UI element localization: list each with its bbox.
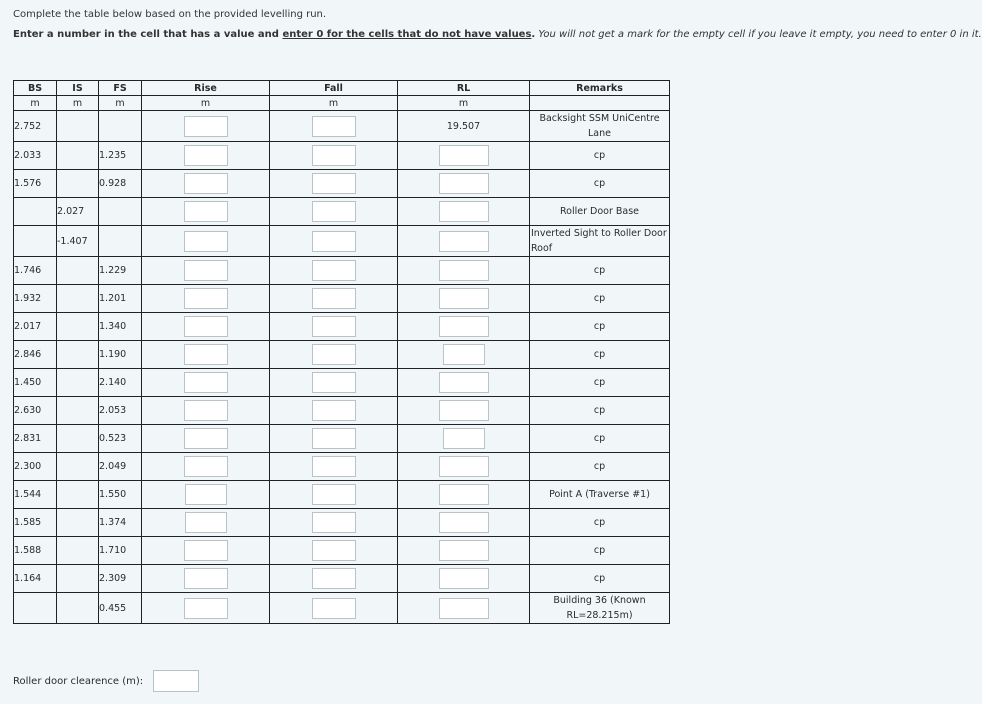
bs-cell: 2.630	[14, 397, 57, 425]
is-cell	[57, 142, 99, 170]
rl-cell	[398, 537, 530, 565]
fall-cell	[270, 565, 398, 593]
fall-input[interactable]	[312, 173, 356, 194]
rise-input[interactable]	[184, 116, 228, 137]
bs-cell	[14, 198, 57, 226]
rl-cell	[398, 509, 530, 537]
fs-cell: 1.374	[99, 509, 142, 537]
rl-cell	[398, 397, 530, 425]
is-cell	[57, 425, 99, 453]
rl-input[interactable]	[443, 428, 485, 449]
fall-cell	[270, 537, 398, 565]
table-row	[14, 226, 670, 257]
rise-cell	[142, 226, 270, 257]
is-cell	[57, 565, 99, 593]
rl-input[interactable]	[439, 400, 489, 421]
unit-fs: m	[99, 96, 142, 111]
fall-input[interactable]	[312, 145, 356, 166]
fall-input[interactable]	[312, 288, 356, 309]
header-row	[14, 81, 670, 96]
rise-cell	[142, 509, 270, 537]
rise-cell	[142, 142, 270, 170]
fs-cell: 1.229	[99, 257, 142, 285]
fs-cell: 1.201	[99, 285, 142, 313]
table-row	[14, 425, 670, 453]
fs-cell: 1.550	[99, 481, 142, 509]
rise-cell	[142, 170, 270, 198]
instructions-line1: Complete the table below based on the provided levelling run.	[13, 9, 327, 20]
rl-input[interactable]	[443, 344, 485, 365]
is-cell	[57, 397, 99, 425]
unit-bs: m	[14, 96, 57, 111]
remarks-cell: Roller Door Base	[530, 198, 670, 226]
rl-input[interactable]	[439, 540, 489, 561]
rl-input[interactable]	[439, 484, 489, 505]
fall-cell	[270, 397, 398, 425]
fall-input[interactable]	[312, 456, 356, 477]
fall-input[interactable]	[312, 231, 356, 252]
fs-cell: 2.309	[99, 565, 142, 593]
rl-input[interactable]	[439, 231, 489, 252]
rl-input[interactable]	[439, 145, 489, 166]
bs-cell: 1.932	[14, 285, 57, 313]
fall-input[interactable]	[312, 316, 356, 337]
rise-input[interactable]	[184, 344, 228, 365]
units-row	[14, 96, 670, 111]
fs-cell: 0.523	[99, 425, 142, 453]
header-rl: RL	[398, 81, 530, 96]
rl-cell	[398, 481, 530, 509]
rl-input[interactable]	[439, 568, 489, 589]
rl-input[interactable]	[439, 512, 489, 533]
fs-cell: 2.049	[99, 453, 142, 481]
bs-cell: 1.576	[14, 170, 57, 198]
remarks-cell: cp	[530, 285, 670, 313]
header-is: IS	[57, 81, 99, 96]
bs-cell: 1.585	[14, 509, 57, 537]
bs-cell: 1.588	[14, 537, 57, 565]
fall-cell	[270, 509, 398, 537]
rise-input[interactable]	[185, 484, 227, 505]
rise-cell	[142, 565, 270, 593]
rise-cell	[142, 593, 270, 624]
fall-input[interactable]	[312, 598, 356, 619]
table-row	[14, 369, 670, 397]
bs-cell: 1.746	[14, 257, 57, 285]
bs-cell: 2.300	[14, 453, 57, 481]
rise-input[interactable]	[184, 145, 228, 166]
remarks-cell: cp	[530, 313, 670, 341]
remarks-cell: cp	[530, 397, 670, 425]
rise-input[interactable]	[184, 231, 228, 252]
table-row	[14, 142, 670, 170]
rl-input[interactable]	[439, 260, 489, 281]
fall-cell	[270, 285, 398, 313]
fs-cell: 1.340	[99, 313, 142, 341]
remarks-cell: cp	[530, 565, 670, 593]
rise-cell	[142, 537, 270, 565]
fall-cell	[270, 198, 398, 226]
table-row	[14, 285, 670, 313]
is-cell	[57, 453, 99, 481]
fall-cell	[270, 453, 398, 481]
header-rise: Rise	[142, 81, 270, 96]
bs-cell: 1.450	[14, 369, 57, 397]
table-row	[14, 565, 670, 593]
fs-cell: 1.190	[99, 341, 142, 369]
instructions-line2	[13, 29, 982, 40]
rise-cell	[142, 453, 270, 481]
clearance-label: Roller door clearence (m):	[13, 675, 144, 687]
rl-cell	[398, 453, 530, 481]
header-remarks: Remarks	[530, 81, 670, 96]
rl-input[interactable]	[439, 173, 489, 194]
instructions-italic-text: You will not get a mark for the empty cell if you leave it empty, you need to enter 0 in it.	[535, 29, 982, 40]
remarks-cell: cp	[530, 453, 670, 481]
clearance-row	[13, 670, 199, 692]
fs-cell	[99, 226, 142, 257]
rise-input[interactable]	[184, 260, 228, 281]
is-cell	[57, 313, 99, 341]
fall-cell	[270, 481, 398, 509]
fall-cell	[270, 593, 398, 624]
bs-cell: 2.831	[14, 425, 57, 453]
remarks-cell: cp	[530, 142, 670, 170]
bs-cell	[14, 226, 57, 257]
is-cell	[57, 593, 99, 624]
fs-cell: 2.053	[99, 397, 142, 425]
fall-cell	[270, 425, 398, 453]
rl-input[interactable]	[439, 288, 489, 309]
instructions-bold-text: Enter a number in the cell that has a value and	[13, 29, 283, 40]
rise-input[interactable]	[184, 316, 228, 337]
rl-cell: 19.507	[398, 111, 530, 142]
rise-input[interactable]	[184, 400, 228, 421]
levelling-table	[13, 80, 670, 624]
header-fs: FS	[99, 81, 142, 96]
bs-cell: 2.017	[14, 313, 57, 341]
is-cell	[57, 481, 99, 509]
rise-input[interactable]	[184, 456, 228, 477]
fall-input[interactable]	[312, 484, 356, 505]
rise-cell	[142, 285, 270, 313]
table-row	[14, 397, 670, 425]
is-cell	[57, 257, 99, 285]
rl-cell	[398, 313, 530, 341]
fall-cell	[270, 111, 398, 142]
fall-input[interactable]	[312, 428, 356, 449]
table-row	[14, 537, 670, 565]
fs-cell: 0.928	[99, 170, 142, 198]
is-cell: -1.407	[57, 226, 99, 257]
rl-cell	[398, 142, 530, 170]
fall-input[interactable]	[312, 116, 356, 137]
rl-input[interactable]	[439, 456, 489, 477]
is-cell	[57, 111, 99, 142]
rise-cell	[142, 341, 270, 369]
is-cell	[57, 369, 99, 397]
unit-rl: m	[398, 96, 530, 111]
instructions-underlined-text: enter 0 for the cells that do not have values	[282, 29, 532, 40]
table-row	[14, 341, 670, 369]
fall-input[interactable]	[312, 201, 356, 222]
rise-input[interactable]	[184, 428, 228, 449]
rise-input[interactable]	[184, 372, 228, 393]
unit-remarks	[530, 96, 670, 111]
unit-is: m	[57, 96, 99, 111]
remarks-cell: cp	[530, 170, 670, 198]
fs-cell	[99, 111, 142, 142]
remarks-cell: cp	[530, 509, 670, 537]
bs-cell	[14, 593, 57, 624]
remarks-cell: Building 36 (Known RL=28.215m)	[530, 593, 670, 624]
rise-input[interactable]	[185, 512, 227, 533]
instructions-period: .	[531, 29, 536, 40]
rise-cell	[142, 313, 270, 341]
bs-cell: 2.846	[14, 341, 57, 369]
unit-rise: m	[142, 96, 270, 111]
is-cell	[57, 509, 99, 537]
fs-cell: 1.235	[99, 142, 142, 170]
remarks-cell: cp	[530, 425, 670, 453]
table-row	[14, 453, 670, 481]
table-row	[14, 257, 670, 285]
is-cell	[57, 170, 99, 198]
fs-cell: 2.140	[99, 369, 142, 397]
rl-cell	[398, 369, 530, 397]
rl-cell	[398, 425, 530, 453]
is-cell	[57, 341, 99, 369]
rl-cell	[398, 170, 530, 198]
rise-input[interactable]	[184, 598, 228, 619]
fall-input[interactable]	[312, 400, 356, 421]
rise-input[interactable]	[184, 201, 228, 222]
fall-input[interactable]	[312, 568, 356, 589]
fall-cell	[270, 257, 398, 285]
fs-cell	[99, 198, 142, 226]
remarks-cell: cp	[530, 537, 670, 565]
rl-cell	[398, 257, 530, 285]
unit-fall: m	[270, 96, 398, 111]
bs-cell: 2.752	[14, 111, 57, 142]
fall-input[interactable]	[312, 512, 356, 533]
table-row	[14, 593, 670, 624]
rl-cell	[398, 198, 530, 226]
rl-input[interactable]	[439, 372, 489, 393]
rl-input[interactable]	[439, 316, 489, 337]
rl-cell	[398, 593, 530, 624]
clearance-input[interactable]	[153, 670, 199, 692]
rl-cell	[398, 341, 530, 369]
is-cell: 2.027	[57, 198, 99, 226]
rl-cell	[398, 565, 530, 593]
table-row	[14, 509, 670, 537]
remarks-cell: cp	[530, 341, 670, 369]
rl-input[interactable]	[439, 598, 489, 619]
bs-cell: 1.164	[14, 565, 57, 593]
table-row	[14, 481, 670, 509]
fall-cell	[270, 369, 398, 397]
fall-input[interactable]	[312, 372, 356, 393]
fs-cell: 1.710	[99, 537, 142, 565]
rise-cell	[142, 111, 270, 142]
rise-cell	[142, 198, 270, 226]
rise-cell	[142, 257, 270, 285]
fall-input[interactable]	[312, 540, 356, 561]
remarks-cell: cp	[530, 257, 670, 285]
rise-input[interactable]	[184, 540, 228, 561]
fall-cell	[270, 226, 398, 257]
is-cell	[57, 285, 99, 313]
bs-cell: 2.033	[14, 142, 57, 170]
rise-cell	[142, 397, 270, 425]
bs-cell: 1.544	[14, 481, 57, 509]
rise-input[interactable]	[184, 568, 228, 589]
remarks-cell: Backsight SSM UniCentre Lane	[530, 111, 670, 142]
table-row	[14, 170, 670, 198]
fall-cell	[270, 142, 398, 170]
header-fall: Fall	[270, 81, 398, 96]
remarks-cell: Point A (Traverse #1)	[530, 481, 670, 509]
fall-cell	[270, 170, 398, 198]
rise-cell	[142, 369, 270, 397]
is-cell	[57, 537, 99, 565]
rise-cell	[142, 481, 270, 509]
remarks-cell: Inverted Sight to Roller Door Roof	[530, 226, 670, 257]
fall-cell	[270, 341, 398, 369]
rise-input[interactable]	[184, 288, 228, 309]
rl-input[interactable]	[439, 201, 489, 222]
rise-input[interactable]	[184, 173, 228, 194]
rl-cell	[398, 285, 530, 313]
fs-cell: 0.455	[99, 593, 142, 624]
rise-cell	[142, 425, 270, 453]
remarks-cell: cp	[530, 369, 670, 397]
table-row	[14, 198, 670, 226]
fall-input[interactable]	[312, 260, 356, 281]
header-bs: BS	[14, 81, 57, 96]
table-row	[14, 111, 670, 142]
fall-cell	[270, 313, 398, 341]
fall-input[interactable]	[312, 344, 356, 365]
rl-cell	[398, 226, 530, 257]
table-row	[14, 313, 670, 341]
